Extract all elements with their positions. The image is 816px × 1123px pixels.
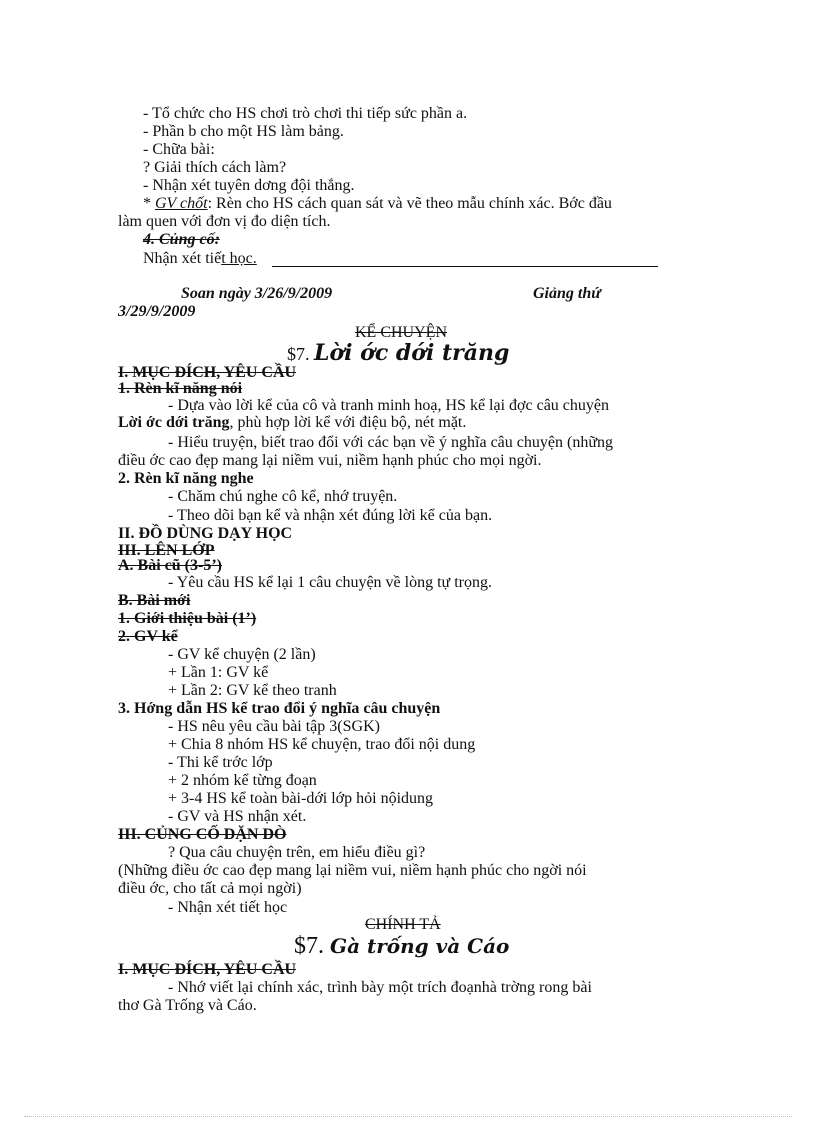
text-line: - Phần b cho một HS làm bảng. [143, 123, 344, 140]
underline-rule [272, 266, 658, 267]
text-line: làm quen với đơn vị đo diện tích. [118, 213, 331, 230]
text-line: - Nhận xét tiết học [168, 899, 288, 916]
text-line: - GV kể chuyện (2 lần) [168, 646, 316, 663]
section-heading: III. CỦNG CỐ DẶN DÒ [118, 826, 287, 843]
section-heading: 1. Giới thiệu bài (1’) [118, 610, 257, 627]
page-bottom-border [24, 1116, 792, 1117]
gv-chot-label: GV chốt [155, 195, 208, 212]
text-line: - Nhớ viết lại chính xác, trình bày một trích đoạnhà trờng rong bài [168, 979, 592, 996]
section-heading: 2. GV kể [118, 628, 178, 645]
section-heading: II. ĐỒ DÙNG DẠY HỌC [118, 525, 293, 542]
date-prepared: Soan ngày 3/26/9/2009 [181, 285, 333, 302]
text-line: + Chia 8 nhóm HS kể chuyện, trao đổi nội dung [168, 736, 476, 753]
text-line: - Dựa vào lời kể của cô và tranh minh hoạ, HS kể lại đợc câu chuyện [168, 397, 609, 414]
section-heading: I. MỤC ĐÍCH, YÊU CẦU [118, 961, 297, 978]
text-line: - Chăm chú nghe cô kể, nhớ truyện. [168, 488, 398, 505]
text-line: điều ớc cao đẹp mang lại niềm vui, niềm hạnh phúc cho mọi ngời. [118, 452, 542, 469]
text-line [143, 195, 612, 213]
lesson-title: $7. Gà trống và Cáo [294, 933, 510, 959]
text-line: + 2 nhóm kể từng đoạn [168, 772, 317, 789]
section-heading: 4. Củng cố: [143, 231, 220, 248]
text-line: (Những điều ớc cao đẹp mang lại niềm vui, niềm hạnh phúc cho ngời nói [118, 862, 587, 879]
gv-chot-text: : Rèn cho HS cách quan sát và vẽ theo mẫu chính xác. Bớc đầu [207, 195, 612, 212]
text-line: - Hiểu truyện, biết trao đổi với các bạn về ý nghĩa câu chuyện (những [168, 434, 613, 451]
text-line: - Theo dõi bạn kể và nhận xét đúng lời kể của bạn. [168, 507, 493, 524]
text-line: - Yêu cầu HS kể lại 1 câu chuyện về lòng tự trọng. [168, 574, 492, 591]
text-line: - Thi kể trớc lớp [168, 754, 273, 771]
section-heading: B. Bài mới [118, 592, 191, 609]
text-line: điều ớc, cho tất cả mọi ngời) [118, 880, 302, 897]
text-line: ? Giải thích cách làm? [143, 159, 287, 176]
text-line: + Lần 1: GV kể [168, 664, 269, 681]
subject-title: CHÍNH TẢ [365, 916, 441, 933]
subject-title: KỂ CHUYỆN [355, 324, 447, 341]
text-line: Lời ớc dới trăng, phù hợp lời kể với điệu bộ, nét mặt. [118, 414, 467, 431]
text-line: + 3-4 HS kể toàn bài-dới lớp hỏi nộidung [168, 790, 434, 807]
text-line: Nhận xét tiết học. [143, 250, 257, 267]
section-heading: I. MỤC ĐÍCH, YÊU CẦU [118, 364, 297, 381]
lesson-title: $7. Lời ớc dới trăng [287, 340, 510, 366]
section-heading: 2. Rèn kĩ năng nghe [118, 470, 254, 487]
section-heading: A. Bài cũ (3-5’) [118, 557, 222, 574]
text-line: + Lần 2: GV kể theo tranh [168, 682, 337, 699]
section-heading: 1. Rèn kĩ năng nói [118, 380, 243, 397]
bullet: * [143, 195, 155, 212]
text-line: - Nhận xét tuyên dơng đội thắng. [143, 177, 355, 194]
text-line: - Tổ chức cho HS chơi trò chơi thi tiếp sức phần a. [143, 105, 468, 122]
text-line: thơ Gà Trống và Cáo. [118, 997, 257, 1014]
section-heading: 3. Hớng dẫn HS kể trao đổi ý nghĩa câu chuyện [118, 700, 441, 717]
section-heading: III. LÊN LỚP [118, 542, 215, 559]
text-line: ? Qua câu chuyện trên, em hiểu điều gì? [168, 844, 426, 861]
text-line: - HS nêu yêu cầu bài tập 3(SGK) [168, 718, 380, 735]
text-line: - Chữa bài: [143, 141, 215, 158]
text-line: - GV và HS nhận xét. [168, 808, 307, 825]
date-taught: 3/29/9/2009 [118, 303, 196, 320]
date-taught-label: Giảng thứ [533, 285, 601, 302]
